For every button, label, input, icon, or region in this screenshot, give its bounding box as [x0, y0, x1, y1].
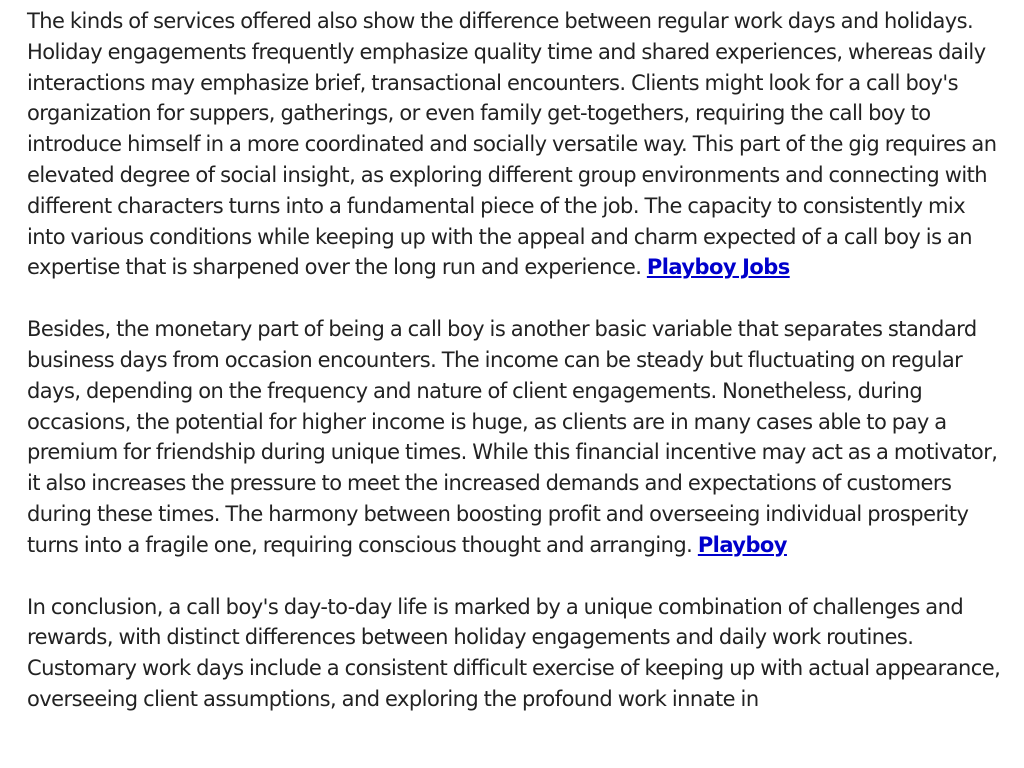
- paragraph-text: Besides, the monetary part of being a call boy is another basic variable that separates standard business days from occasion encounters. The income can be steady but fluctuating on regular days, depending on the frequency and nature of client engagements. Nonetheless, during occasions, the potential for higher income is huge, as clients are in many cases able to pay a premium for friendship during unique times. While this financial incentive may act as a motivator, it also increases the pressure to meet the increased demands and expectations of customers during these times. The harmony between boosting profit and overseeing individual prosperity turns into a fragile one, requiring conscious thought and arranging.: [27, 317, 998, 557]
- paragraph-conclusion: [27, 592, 1004, 715]
- paragraph-monetary: [27, 314, 1004, 560]
- playboy-jobs-link[interactable]: Playboy Jobs: [646, 255, 790, 280]
- paragraph-text: In conclusion, a call boy's day-to-day life is marked by a unique combination of challenges and rewards, with distinct differences between holiday engagements and daily work routines. Customary work days include a consistent difficult exercise of keeping up with actual appearance, overseeing client assumptions, and exploring the profound work innate in: [27, 594, 1001, 711]
- playboy-link[interactable]: Playboy: [697, 532, 787, 557]
- paragraph-services: [27, 6, 1004, 283]
- paragraph-text: The kinds of services offered also show the difference between regular work days and holidays. Holiday engagements frequently emphasize quality time and shared experiences, whereas daily interactions may emphasize brief, transactional encounters. Clients might look for a call boy's organization for suppers, gatherings, or even family get-togethers, requiring the call boy to introduce himself in a more coordinated and socially versatile way. This part of the gig requires an elevated degree of social insight, as exploring different group environments and connecting with different characters turns into a fundamental piece of the job. The capacity to consistently mix into various conditions while keeping up with the appeal and charm expected of a call boy is an expertise that is sharpened over the long run and experience.: [27, 9, 997, 280]
